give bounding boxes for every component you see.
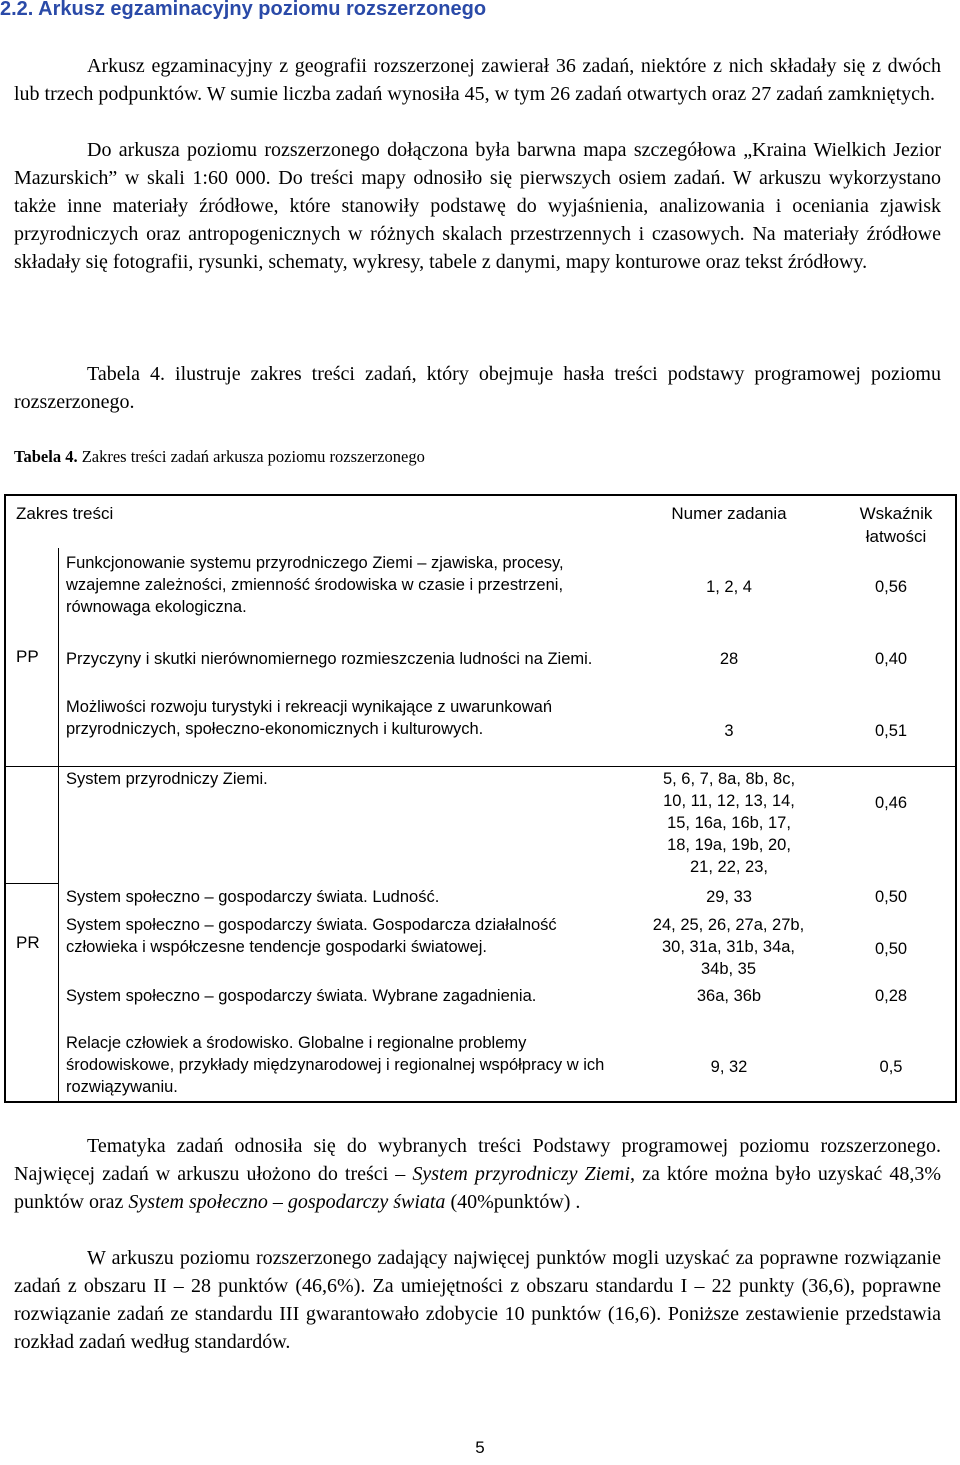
- row-topic: Możliwości rozwoju turystyki i rekreacji wynikające z uwarunkowań przyrodniczych, społeczno-ekonomicznych i kulturowych.: [66, 698, 552, 738]
- row-index: 0,40: [874, 650, 908, 668]
- row-index: 0,56: [874, 578, 908, 596]
- row-index: 0,51: [874, 722, 908, 740]
- content-scope-table: [4, 494, 957, 1103]
- table-caption: [14, 447, 425, 467]
- row-task-numbers: 29, 33: [706, 888, 752, 906]
- section-heading: 2.2. Arkusz egzaminacyjny poziomu rozszerzonego: [0, 0, 487, 20]
- row-task-numbers: 5, 6, 7, 8a, 8b, 8c, 10, 11, 12, 13, 14, 15, 16a, 16b, 17, 18, 19a, 19b, 20, 21, 22, 23,: [662, 770, 796, 876]
- intro-paragraph-2: Do arkusza poziomu rozszerzonego dołączona była barwna mapa szczegółowa „Kraina Wielkich Jezior Mazurskich” w skali 1:60 000. Do treści mapy odnosiło się pierwszych osiem zadań. W arkuszu wykorzystano także inne materiały źródłowe, które stanowiły podstawę do wyjaśnienia, analizowania i oceniania zjawisk przyrodniczych oraz antropogenicznych w różnych skalach przestrzennych i czasowych. Na materiały źródłowe składały się fotografii, rysunki, schematy, wykresy, tabele z danymi, mapy konturowe oraz tekst źródłowy.: [14, 139, 941, 273]
- header-task-number: Numer zadania: [671, 504, 787, 523]
- intro-paragraph-1: Arkusz egzaminacyjny z geografii rozszerzonej zawierał 36 zadań, niektóre z nich składały się z dwóch lub trzech podpunktów. W sumie liczba zadań wynosiła 45, w tym 26 zadań otwartych oraz 27 zadań zamkniętych.: [14, 55, 941, 105]
- row-task-numbers: 9, 32: [710, 1058, 748, 1076]
- table-caption-text: Zakres treści zadań arkusza poziomu rozszerzonego: [77, 447, 425, 466]
- row-task-numbers: 1, 2, 4: [706, 578, 752, 596]
- header-scope: Zakres treści: [16, 504, 114, 523]
- row-index: 0,28: [874, 987, 908, 1005]
- row-task-numbers: 36a, 36b: [696, 987, 762, 1005]
- category-pr: PR: [16, 933, 40, 952]
- row-topic: Funkcjonowanie systemu przyrodniczego Ziemi – zjawiska, procesy, wzajemne zależności, zmienność środowiska w czasie i przestrzeni, równowaga ekologiczna.: [66, 554, 564, 616]
- table-caption-label: Tabela 4.: [14, 447, 78, 466]
- row-topic: Przyczyny i skutki nierównomiernego rozmieszczenia ludności na Ziemi.: [66, 650, 593, 668]
- header-index-line2: łatwości: [865, 527, 927, 546]
- row-index: 0,5: [879, 1058, 903, 1076]
- row-task-numbers: 28: [719, 650, 739, 668]
- row-task-numbers: 24, 25, 26, 27a, 27b, 30, 31a, 31b, 34a, 34b, 35: [652, 916, 805, 978]
- row-topic: System społeczno – gospodarczy świata. Wybrane zagadnienia.: [66, 987, 537, 1005]
- row-task-numbers: 3: [724, 722, 734, 740]
- column-divider: [58, 548, 59, 1101]
- row-topic: System przyrodniczy Ziemi.: [66, 770, 268, 788]
- row-index: 0,50: [874, 940, 908, 958]
- category-divider: [6, 883, 59, 884]
- category-pp: PP: [16, 647, 39, 666]
- row-topic: System społeczno – gospodarczy świata. Ludność.: [66, 888, 440, 906]
- row-index: 0,50: [874, 888, 908, 906]
- row-topic: Relacje człowiek a środowisko. Globalne i regionalne problemy środowiskowe, przykłady międzynarodowej i regionalnej współpracy w ich rozwiązywaniu.: [66, 1034, 605, 1096]
- summary-paragraph-1: Tematyka zadań odnosiła się do wybranych treści Podstawy programowej poziomu rozszerzonego. Najwięcej zadań w arkuszu ułożono do treści – System przyrodniczy Ziemi, za które można było uzyskać 48,3% punktów oraz System społeczno – gospodarczy świata (40%punktów) .: [14, 1135, 941, 1213]
- intro-paragraph-3: Tabela 4. ilustruje zakres treści zadań, który obejmuje hasła treści podstawy programowej poziomu rozszerzonego.: [14, 363, 941, 413]
- header-index-line1: Wskaźnik: [859, 504, 933, 523]
- row-divider: [6, 766, 955, 767]
- summary-paragraph-2: W arkuszu poziomu rozszerzonego zadający najwięcej punktów mogli uzyskać za poprawne rozwiązanie zadań z obszaru II – 28 punktów (46,6%). Za umiejętności z obszaru standardu I – 22 punkty (36,6), poprawne rozwiązanie zadań ze standardu III gwarantowało zdobycie 10 punktów (16,6). Poniższe zestawienie przedstawia rozkład zadań według standardów.: [14, 1247, 941, 1353]
- row-topic: System społeczno – gospodarczy świata. Gospodarcza działalność człowieka i współczesne tendencje gospodarki światowej.: [66, 916, 557, 956]
- row-index: 0,46: [874, 794, 908, 812]
- page-number: 5: [475, 1438, 485, 1457]
